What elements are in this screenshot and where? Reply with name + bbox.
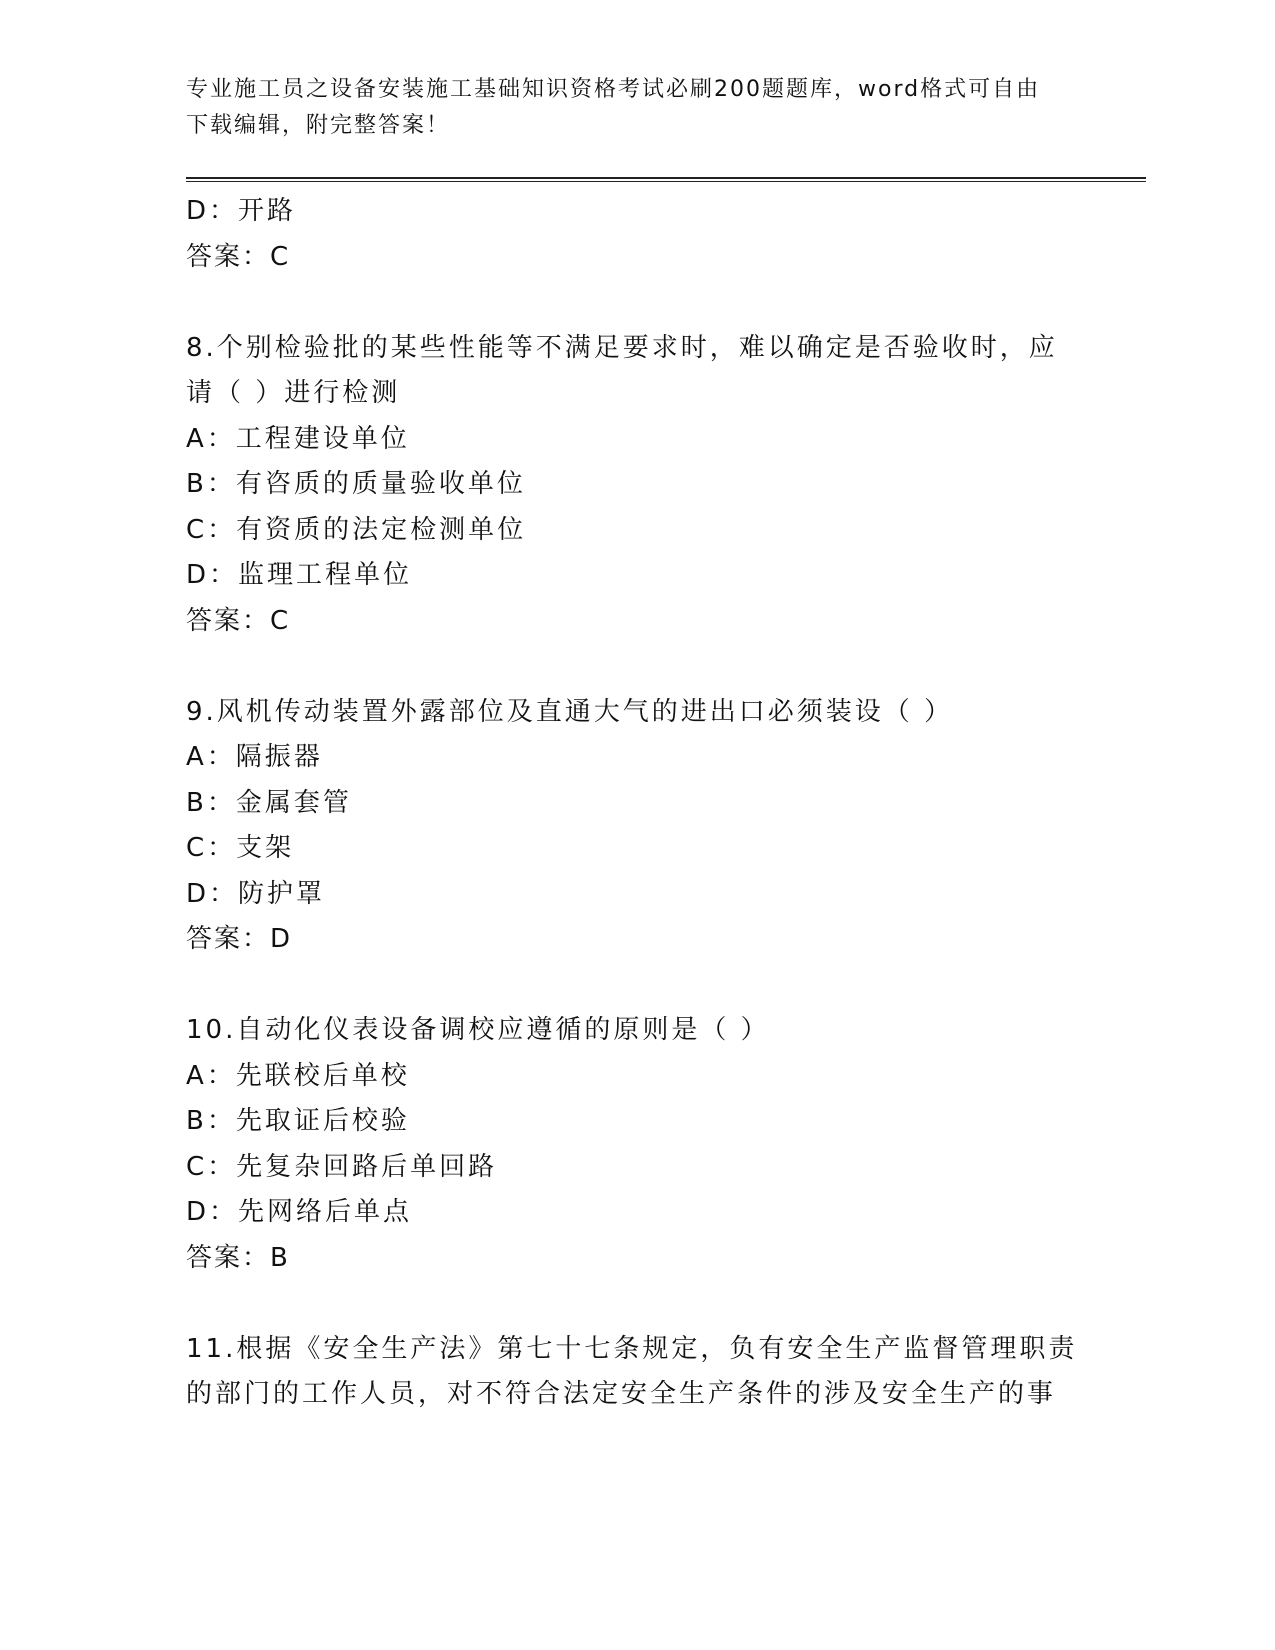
question-11 xyxy=(186,1327,1086,1418)
question-8 xyxy=(186,326,1086,645)
option-b: B：先取证后校验 xyxy=(186,1106,410,1136)
option-b: B：金属套管 xyxy=(186,787,352,818)
question-stem: 9.风机传动装置外露部位及直通大气的进出口必须装设（ ） xyxy=(186,696,954,727)
option-d: D：防护罩 xyxy=(186,878,326,909)
prev-option-d: D：开路 xyxy=(186,196,297,226)
header-divider xyxy=(186,177,1146,179)
option-d: D：先网络后单点 xyxy=(186,1197,413,1227)
header-line-2: 下载编辑，附完整答案！ xyxy=(186,113,451,138)
option-c: C：支架 xyxy=(186,833,295,863)
answer: 答案：B xyxy=(186,1242,290,1273)
header-line-1: 专业施工员之设备安装施工基础知识资格考试必刷200题题库，word格式可自由 xyxy=(186,77,1041,102)
option-d: D：监理工程单位 xyxy=(186,560,413,590)
option-b: B：有咨质的质量验收单位 xyxy=(186,469,526,499)
option-a: A：隔振器 xyxy=(186,742,323,772)
option-a: A：工程建设单位 xyxy=(186,423,410,454)
question-stem: 的部门的工作人员，对不符合法定安全生产条件的涉及安全生产的事 xyxy=(186,1379,1057,1409)
question-list xyxy=(186,189,1086,1418)
question-stem: 8.个别检验批的某些性能等不满足要求时，难以确定是否验收时，应 xyxy=(186,332,1058,363)
header-divider-thin xyxy=(186,181,1146,182)
answer: 答案：C xyxy=(186,605,291,636)
option-c: C：有资质的法定检测单位 xyxy=(186,514,527,545)
question-stem: 11.根据《安全生产法》第七十七条规定，负有安全生产监督管理职责 xyxy=(186,1333,1078,1364)
option-a: A：先联校后单校 xyxy=(186,1060,410,1091)
question-stem: 10.自动化仪表设备调校应遵循的原则是（ ） xyxy=(186,1015,770,1045)
answer: 答案：D xyxy=(186,924,293,954)
question-10 xyxy=(186,1008,1086,1281)
option-c: C：先复杂回路后单回路 xyxy=(186,1151,498,1182)
question-stem: 请（ ）进行检测 xyxy=(186,378,401,408)
prev-answer: 答案：C xyxy=(186,241,291,272)
page-header xyxy=(186,72,1066,144)
question-9 xyxy=(186,690,1086,963)
